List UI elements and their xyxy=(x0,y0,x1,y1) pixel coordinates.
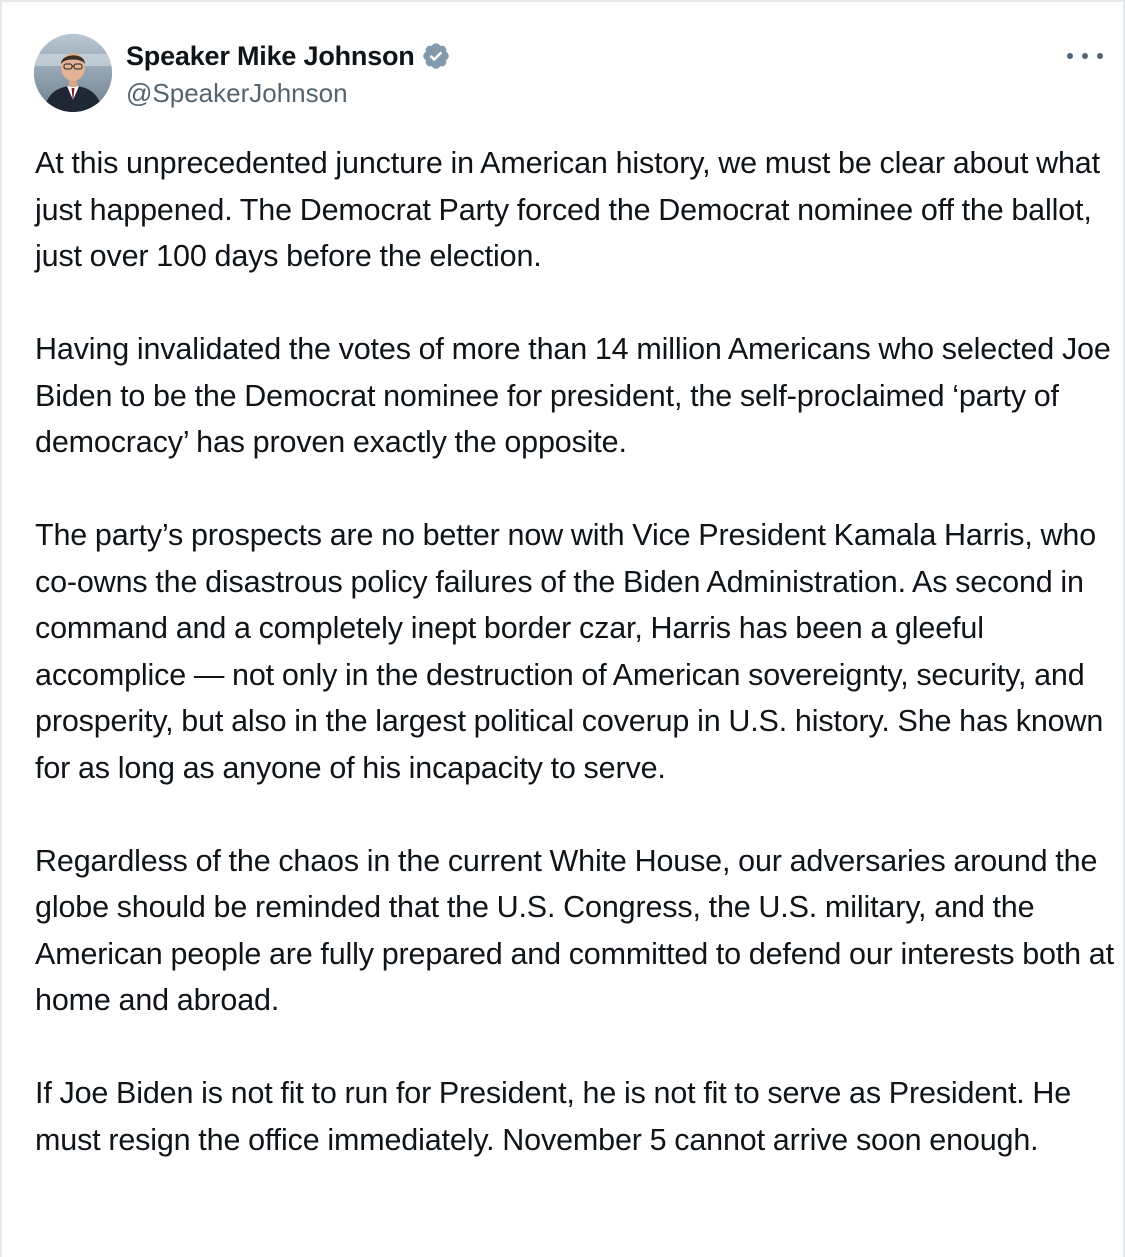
post-paragraph: If Joe Biden is not fit to run for President, he is not fit to serve as President. He must resign the office immediately. November 5 cannot arrive soon enough. xyxy=(35,1076,1072,1157)
avatar[interactable] xyxy=(34,34,112,112)
more-dot xyxy=(1097,53,1103,59)
post-paragraph: Having invalidated the votes of more than 14 million Americans who selected Joe Biden to be the Democrat nominee for president, the self-proclaimed ‘party of democracy’ has proven exactly the opposite. xyxy=(35,332,1111,459)
display-name-row xyxy=(126,38,451,74)
more-options-icon[interactable] xyxy=(1067,44,1103,68)
more-dot xyxy=(1067,53,1073,59)
post-paragraph: Regardless of the chaos in the current White House, our adversaries around the globe should be reminded that the U.S. Congress, the U.S. military, and the American people are fully prepared and committed to defend our interests both at home and abroad. xyxy=(35,843,1114,1017)
author-handle[interactable]: @SpeakerJohnson xyxy=(126,78,348,108)
post-text xyxy=(35,140,1115,1163)
author-names xyxy=(126,38,451,109)
avatar-photo xyxy=(34,34,112,112)
verified-badge-icon[interactable] xyxy=(421,41,451,71)
post-paragraph: At this unprecedented juncture in American history, we must be clear about what just happened. The Democrat Party forced the Democrat nominee off the ballot, just over 100 days before the election. xyxy=(35,146,1100,273)
author-display-name[interactable]: Speaker Mike Johnson xyxy=(126,40,415,71)
post-paragraph: The party’s prospects are no better now with Vice President Kamala Harris, who co-owns the disastrous policy failures of the Biden Administration. As second in command and a completely inept border czar, Harris has been a gleeful accomplice — not only in the destruction of American sovereignty, security, and prosperity, but also in the largest political coverup in U.S. history. She has known for as long as anyone of his incapacity to serve. xyxy=(35,518,1104,785)
more-dot xyxy=(1082,53,1088,59)
post-header xyxy=(34,34,1103,116)
